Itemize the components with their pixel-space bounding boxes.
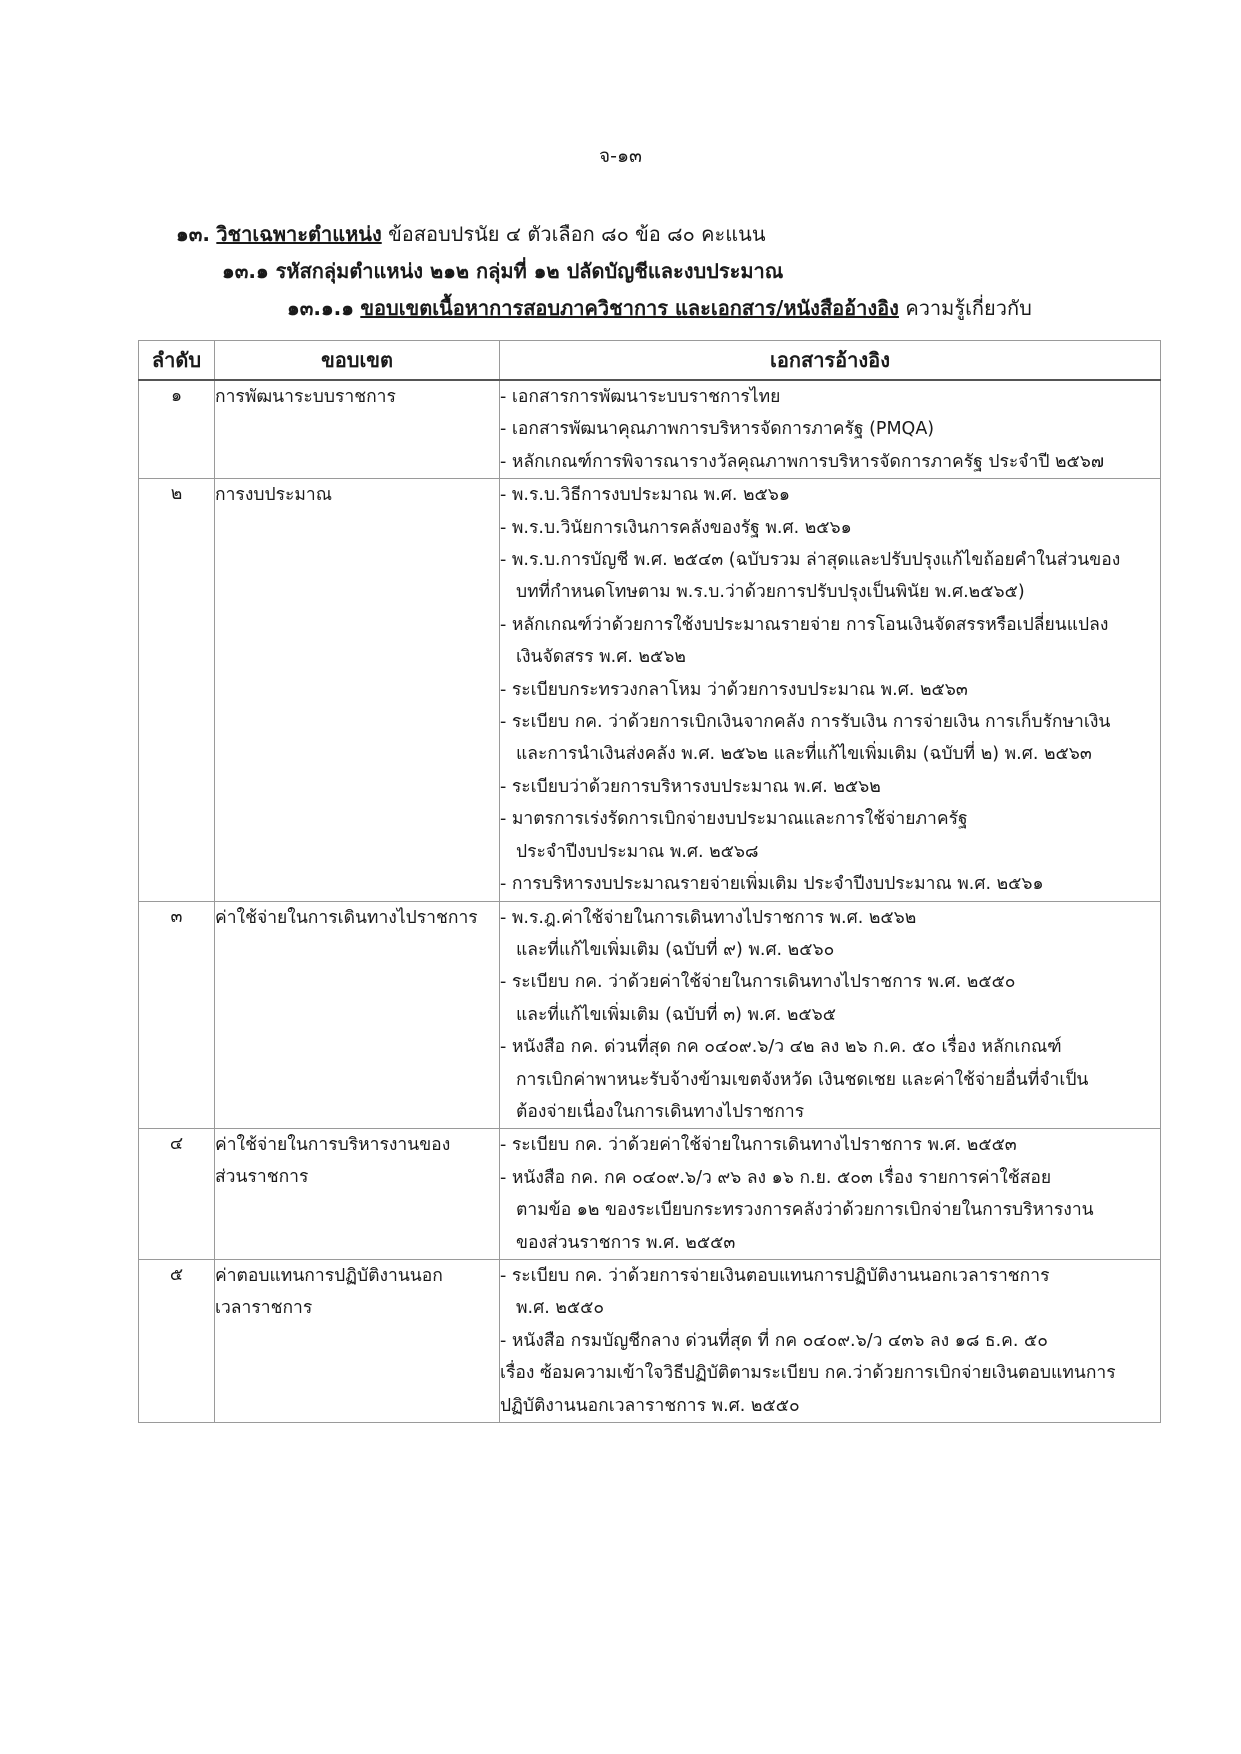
table-row <box>139 380 1161 479</box>
scope-line: ค่าตอบแทนการปฏิบัติงานนอก <box>215 1265 443 1286</box>
reference-item <box>500 902 1160 967</box>
reference-line: - หนังสือ กค. กค ๐๔๐๙.๖/ว ๙๖ ลง ๑๖ ก.ย. ๕๐๓ เรื่อง รายการค่าใช้สอย <box>500 1167 1052 1188</box>
row-order: ๒ <box>139 479 215 901</box>
reference-continuation: บทที่กำหนดโทษตาม พ.ร.บ.ว่าด้วยการปรับปรุงเป็นพินัย พ.ศ.๒๕๖๕) <box>516 582 1025 603</box>
section-heading <box>176 218 766 250</box>
subsubsection-heading <box>287 292 1032 324</box>
row-scope <box>215 1129 500 1260</box>
reference-line: - เอกสารพัฒนาคุณภาพการบริหารจัดการภาครัฐ (PMQA) <box>500 419 935 440</box>
subsubsection-number: ๑๓.๑.๑ <box>287 296 354 320</box>
scope-line: ส่วนราชการ <box>215 1167 309 1188</box>
reference-item <box>500 479 1160 511</box>
reference-item <box>500 1260 1160 1325</box>
reference-item <box>500 1162 1160 1259</box>
reference-line: - หนังสือ กค. ด่วนที่สุด กค ๐๔๐๙.๖/ว ๔๒ ลง ๒๖ ก.ค. ๕๐ เรื่อง หลักเกณฑ์ <box>500 1037 1062 1058</box>
row-scope <box>215 380 500 479</box>
reference-item <box>500 544 1160 609</box>
reference-table <box>138 340 1161 1423</box>
reference-continuation: เรื่อง ซ้อมความเข้าใจวิธีปฏิบัติตามระเบียบ กค.ว่าด้วยการเบิกจ่ายเงินตอบแทนการ <box>500 1363 1116 1384</box>
header-scope: ขอบเขต <box>215 341 500 381</box>
reference-continuation: ปฏิบัติงานนอกเวลาราชการ พ.ศ. ๒๕๕๐ <box>500 1395 800 1416</box>
row-order: ๕ <box>139 1259 215 1422</box>
reference-item <box>500 446 1160 478</box>
reference-continuation: ของส่วนราชการ พ.ศ. ๒๕๕๓ <box>516 1232 736 1253</box>
reference-item <box>500 1031 1160 1128</box>
reference-line: - พ.ร.ฎ.ค่าใช้จ่ายในการเดินทางไปราชการ พ.ศ. ๒๕๖๒ <box>500 907 917 928</box>
row-scope <box>215 1259 500 1422</box>
reference-continuation: ประจำปีงบประมาณ พ.ศ. ๒๕๖๘ <box>516 841 759 862</box>
reference-line: - ระเบียบกระทรวงกลาโหม ว่าด้วยการงบประมาณ พ.ศ. ๒๕๖๓ <box>500 679 968 700</box>
reference-continuation: เงินจัดสรร พ.ศ. ๒๕๖๒ <box>516 647 686 668</box>
reference-line: - เอกสารการพัฒนาระบบราชการไทย <box>500 387 781 407</box>
scope-line: การพัฒนาระบบราชการ <box>215 387 396 407</box>
reference-item <box>500 381 1160 413</box>
reference-continuation: ต้องจ่ายเนื่องในการเดินทางไปราชการ <box>516 1101 805 1122</box>
reference-line: - พ.ร.บ.การบัญชี พ.ศ. ๒๕๔๓ (ฉบับรวม ล่าสุดและปรับปรุงแก้ไขถ้อยคำในส่วนของ <box>500 550 1121 571</box>
table-row <box>139 1259 1161 1422</box>
row-order: ๑ <box>139 380 215 479</box>
reference-line: - ระเบียบ กค. ว่าด้วยค่าใช้จ่ายในการเดินทางไปราชการ พ.ศ. ๒๕๕๓ <box>500 1135 1017 1156</box>
reference-line: - หลักเกณฑ์ว่าด้วยการใช้งบประมาณรายจ่าย การโอนเงินจัดสรรหรือเปลี่ยนแปลง <box>500 614 1109 635</box>
reference-line: - การบริหารงบประมาณรายจ่ายเพิ่มเติม ประจำปีงบประมาณ พ.ศ. ๒๕๖๑ <box>500 874 1044 895</box>
reference-item <box>500 674 1160 706</box>
scope-line: ค่าใช้จ่ายในการเดินทางไปราชการ <box>215 907 478 928</box>
row-references <box>500 901 1161 1129</box>
reference-line: - ระเบียบ กค. ว่าด้วยการจ่ายเงินตอบแทนการปฏิบัติงานนอกเวลาราชการ <box>500 1265 1050 1286</box>
reference-line: - มาตรการเร่งรัดการเบิกจ่ายงบประมาณและการใช้จ่ายภาครัฐ <box>500 809 968 830</box>
reference-item <box>500 1129 1160 1161</box>
row-references <box>500 1259 1161 1422</box>
reference-line: - หลักเกณฑ์การพิจารณารางวัลคุณภาพการบริหารจัดการภาครัฐ ประจำปี ๒๕๖๗ <box>500 451 1105 472</box>
table-body <box>139 380 1161 1423</box>
row-scope <box>215 479 500 901</box>
section-description: ข้อสอบปรนัย ๔ ตัวเลือก ๘๐ ข้อ ๘๐ คะแนน <box>388 222 766 246</box>
row-references <box>500 479 1161 901</box>
subsubsection-title: ขอบเขตเนื้อหาการสอบภาควิชาการ และเอกสาร/หนังสืออ้างอิง <box>360 296 899 320</box>
page-number: จ-๑๓ <box>598 145 643 167</box>
row-references <box>500 1129 1161 1260</box>
subsection-heading <box>222 255 783 287</box>
header-order: ลำดับ <box>139 341 215 381</box>
reference-item <box>500 413 1160 445</box>
reference-line: - พ.ร.บ.วินัยการเงินการคลังของรัฐ พ.ศ. ๒๕๖๑ <box>500 517 852 538</box>
row-scope <box>215 901 500 1129</box>
table-header-row <box>139 341 1161 381</box>
reference-line: - ระเบียบว่าด้วยการบริหารงบประมาณ พ.ศ. ๒๕๖๒ <box>500 776 881 797</box>
reference-continuation: การเบิกค่าพาหนะรับจ้างข้ามเขตจังหวัด เงินชดเชย และค่าใช้จ่ายอื่นที่จำเป็น <box>516 1069 1089 1090</box>
table-row <box>139 479 1161 901</box>
reference-line: - ระเบียบ กค. ว่าด้วยค่าใช้จ่ายในการเดินทางไปราชการ พ.ศ. ๒๕๕๐ <box>500 972 1016 993</box>
scope-line: ค่าใช้จ่ายในการบริหารงานของ <box>215 1135 451 1156</box>
subsection-number: ๑๓.๑ <box>222 259 269 283</box>
reference-continuation: ตามข้อ ๑๒ ของระเบียบกระทรวงการคลังว่าด้วยการเบิกจ่ายในการบริหารงาน <box>516 1200 1094 1221</box>
reference-continuation: และที่แก้ไขเพิ่มเติม (ฉบับที่ ๙) พ.ศ. ๒๕๖๐ <box>516 939 835 960</box>
reference-continuation: และที่แก้ไขเพิ่มเติม (ฉบับที่ ๓) พ.ศ. ๒๕๖๕ <box>516 1004 836 1025</box>
reference-item <box>500 868 1160 900</box>
scope-line: การงบประมาณ <box>215 485 332 506</box>
table-row <box>139 901 1161 1129</box>
reference-line: - ระเบียบ กค. ว่าด้วยการเบิกเงินจากคลัง การรับเงิน การจ่ายเงิน การเก็บรักษาเงิน <box>500 712 1111 733</box>
reference-item <box>500 1325 1160 1422</box>
row-order: ๔ <box>139 1129 215 1260</box>
reference-item <box>500 706 1160 771</box>
subsection-title: รหัสกลุ่มตำแหน่ง ๒๑๒ กลุ่มที่ ๑๒ ปลัดบัญชีและงบประมาณ <box>275 259 784 283</box>
reference-item <box>500 966 1160 1031</box>
section-title: วิชาเฉพาะตำแหน่ง <box>216 222 382 246</box>
reference-item <box>500 803 1160 868</box>
subsubsection-suffix: ความรู้เกี่ยวกับ <box>905 296 1032 320</box>
reference-line: - พ.ร.บ.วิธีการงบประมาณ พ.ศ. ๒๕๖๑ <box>500 485 790 506</box>
reference-item <box>500 512 1160 544</box>
header-reference: เอกสารอ้างอิง <box>500 341 1161 381</box>
reference-continuation: และการนำเงินส่งคลัง พ.ศ. ๒๕๖๒ และที่แก้ไขเพิ่มเติม (ฉบับที่ ๒) พ.ศ. ๒๕๖๓ <box>516 744 1092 765</box>
reference-item <box>500 609 1160 674</box>
reference-item <box>500 771 1160 803</box>
section-number: ๑๓. <box>176 222 210 246</box>
scope-line: เวลาราชการ <box>215 1297 313 1318</box>
table-row <box>139 1129 1161 1260</box>
reference-line: - หนังสือ กรมบัญชีกลาง ด่วนที่สุด ที่ กค ๐๔๐๙.๖/ว ๔๓๖ ลง ๑๘ ธ.ค. ๕๐ <box>500 1330 1048 1351</box>
reference-continuation: พ.ศ. ๒๕๕๐ <box>516 1298 605 1319</box>
row-order: ๓ <box>139 901 215 1129</box>
row-references <box>500 380 1161 479</box>
